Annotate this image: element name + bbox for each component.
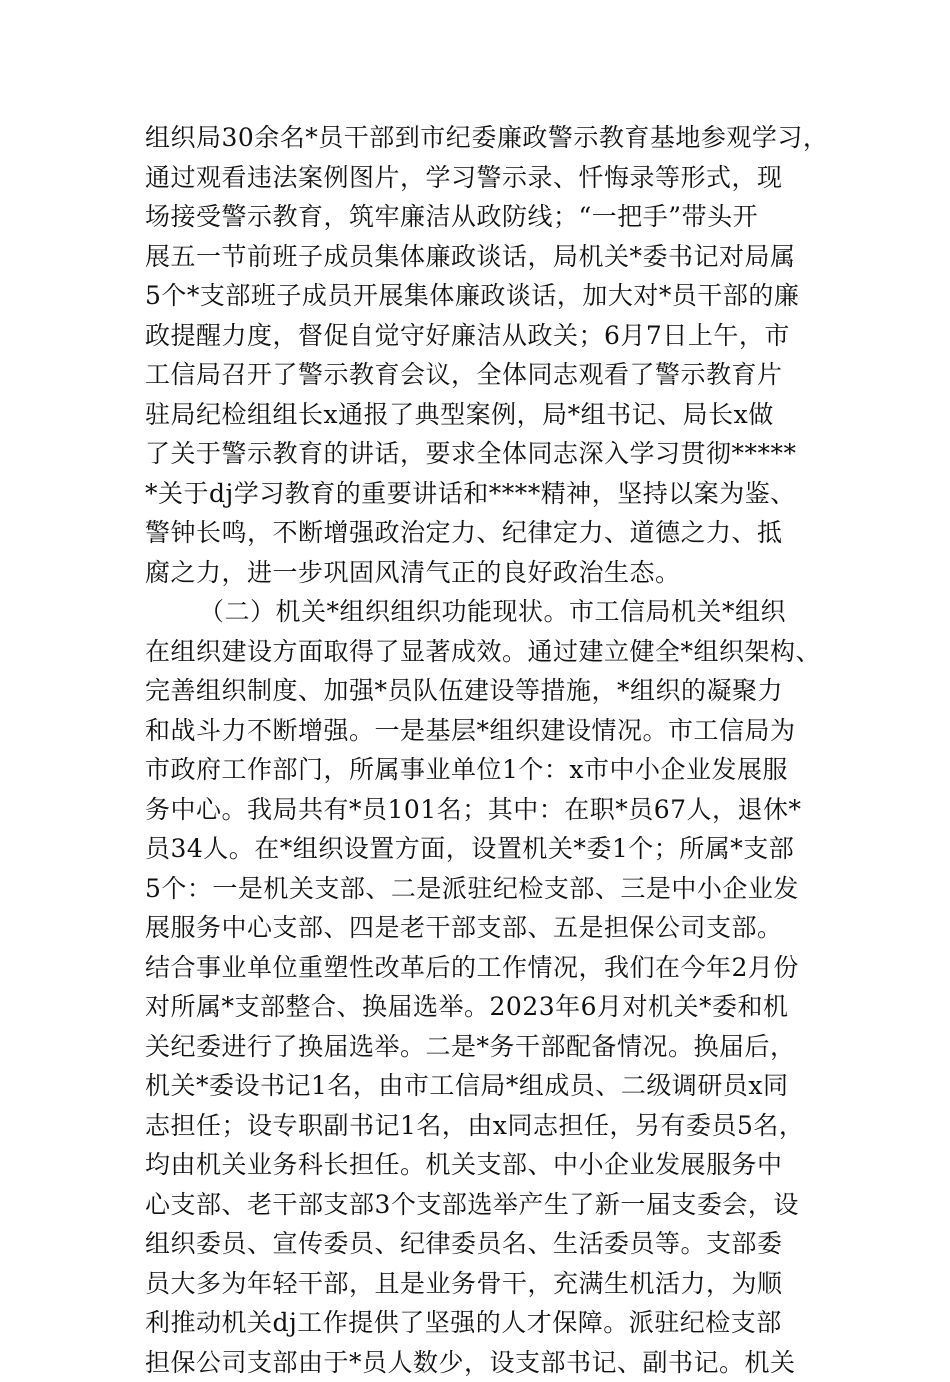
- text-line: 在组织建设方面取得了显著成效。通过建立健全*组织架构、: [145, 632, 845, 672]
- text-line: 均由机关业务科长担任。机关支部、中小企业发展服务中: [145, 1145, 845, 1185]
- body-text: [145, 118, 845, 1382]
- text-line: *关于dj学习教育的重要讲话和****精神，坚持以案为鉴、: [145, 474, 845, 514]
- text-line: 员大多为年轻干部，且是业务骨干，充满生机活力，为顺: [145, 1264, 845, 1304]
- text-line: 心支部、老干部支部3个支部选举产生了新一届支委会，设: [145, 1185, 845, 1225]
- text-line: 5个：一是机关支部、二是派驻纪检支部、三是中小企业发: [145, 869, 845, 909]
- text-line: 志担任；设专职副书记1名，由x同志担任，另有委员5名，: [145, 1106, 845, 1146]
- text-line: 员34人。在*组织设置方面，设置机关*委1个；所属*支部: [145, 829, 845, 869]
- text-line: 结合事业单位重塑性改革后的工作情况，我们在今年2月份: [145, 948, 845, 988]
- text-line: 展五一节前班子成员集体廉政谈话，局机关*委书记对局属: [145, 237, 845, 277]
- text-line: 利推动机关dj工作提供了坚强的人才保障。派驻纪检支部: [145, 1303, 845, 1343]
- text-line: 对所属*支部整合、换届选举。2023年6月对机关*委和机: [145, 987, 845, 1027]
- text-line: 组织局30余名*员干部到市纪委廉政警示教育基地参观学习，: [145, 118, 845, 158]
- text-line: 和战斗力不断增强。一是基层*组织建设情况。市工信局为: [145, 711, 845, 751]
- text-line: 警钟长鸣，不断增强政治定力、纪律定力、道德之力、抵: [145, 513, 845, 553]
- text-line: 完善组织制度、加强*员队伍建设等措施，*组织的凝聚力: [145, 671, 845, 711]
- text-line: 场接受警示教育，筑牢廉洁从政防线；“一把手”带头开: [145, 197, 845, 237]
- text-line: 务中心。我局共有*员101名；其中：在职*员67人，退休*: [145, 790, 845, 830]
- text-line: 关纪委进行了换届选举。二是*务干部配备情况。换届后，: [145, 1027, 845, 1067]
- text-line: 了关于警示教育的讲话，要求全体同志深入学习贯彻*****: [145, 434, 845, 474]
- text-line: 驻局纪检组组长x通报了典型案例，局*组书记、局长x做: [145, 395, 845, 435]
- text-line: 5个*支部班子成员开展集体廉政谈话，加大对*员干部的廉: [145, 276, 845, 316]
- text-line: 展服务中心支部、四是老干部支部、五是担保公司支部。: [145, 908, 845, 948]
- text-line: 工信局召开了警示教育会议，全体同志观看了警示教育片: [145, 355, 845, 395]
- text-line: 市政府工作部门，所属事业单位1个：x市中小企业发展服: [145, 750, 845, 790]
- text-line: 通过观看违法案例图片，学习警示录、忏悔录等形式，现: [145, 158, 845, 198]
- text-line: 腐之力，进一步巩固风清气正的良好政治生态。: [145, 553, 845, 593]
- text-line: 政提醒力度，督促自觉守好廉洁从政关；6月7日上午，市: [145, 316, 845, 356]
- text-line: 机关*委设书记1名，由市工信局*组成员、二级调研员x同: [145, 1066, 845, 1106]
- section-heading-line: （二）机关*组织组织功能现状。市工信局机关*组织: [145, 592, 845, 632]
- text-line: 担保公司支部由于*员人数少，设支部书记、副书记。机关: [145, 1343, 845, 1382]
- text-line: 组织委员、宣传委员、纪律委员名、生活委员等。支部委: [145, 1224, 845, 1264]
